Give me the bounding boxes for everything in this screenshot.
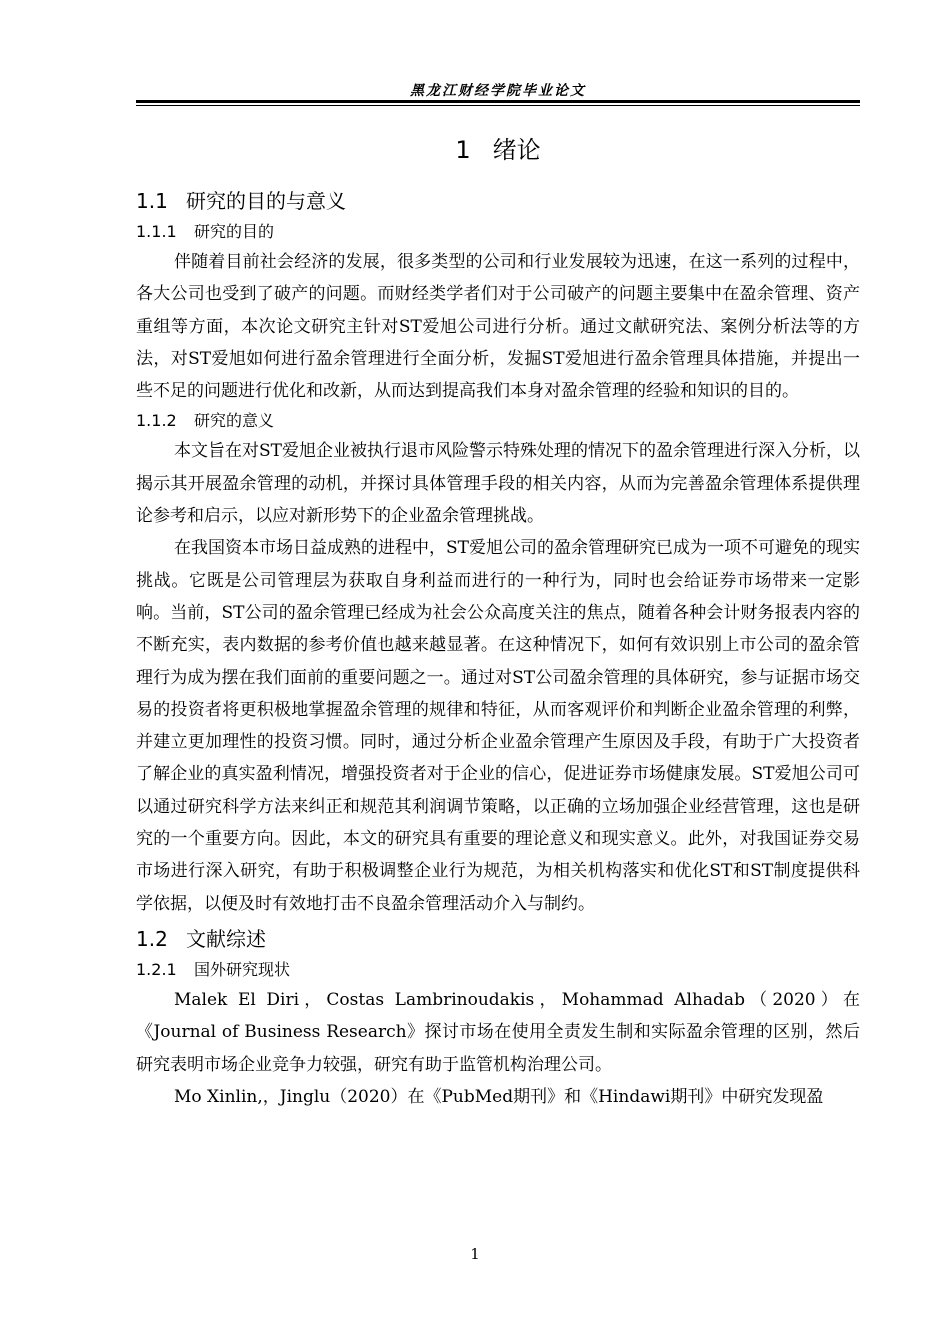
page-number: 1 [470, 1245, 480, 1263]
page-content [136, 130, 860, 1113]
section-title: 文献综述 [186, 926, 266, 951]
chapter-title-text: 绪论 [492, 136, 541, 164]
section-heading [136, 922, 860, 956]
section-title: 研究的目的与意义 [186, 189, 346, 213]
running-header: 黑龙江财经学院毕业论文 [410, 83, 586, 99]
body-paragraph: 本文旨在对ST爱旭企业被执行退市风险警示特殊处理的情况下的盈余管理进行深入分析，以揭示其开展盈余管理的动机，并探讨具体管理手段的相关内容，从而为完善盈余管理体系提供理论参考和启示，以应对新形势下的企业盈余管理挑战。 [136, 441, 860, 527]
body-paragraph: Mo Xinlin,，Jinglu（2020）在《PubMed期刊》和《Hindawi期刊》中研究发现盈 [174, 1086, 824, 1107]
subsection-title: 研究的意义 [194, 411, 275, 431]
header-rule-thick [136, 100, 860, 103]
section-heading [136, 184, 860, 218]
subsection-number: 1.1.1 [136, 222, 177, 241]
body-paragraph: 在我国资本市场日益成熟的进程中，ST爱旭公司的盈余管理研究已成为一项不可避免的现实挑战。它既是公司管理层为获取自身利益而进行的一种行为，同时也会给证券市场带来一定影响。当前，ST公司的盈余管理已经成为社会公众高度关注的焦点，随着各种会计财务报表内容的不断充实，表内数据的参考价值也越来越显著。在这种情况下，如何有效识别上市公司的盈余管理行为成为摆在我们面前的重要问题之一。通过对ST公司盈余管理的具体研究，参与证据市场交易的投资者将更积极地掌握盈余管理的规律和特征，从而客观评价和判断企业盈余管理的利弊，并建立更加理性的投资习惯。同时，通过分析企业盈余管理产生原因及手段，有助于广大投资者了解企业的真实盈利情况，增强投资者对于企业的信心，促进证券市场健康发展。ST爱旭公司可以通过研究科学方法来纠正和规范其利润调节策略，以正确的立场加强企业经营管理，这也是研究的一个重要方向。因此，本文的研究具有重要的理论意义和现实意义。此外，对我国证券交易市场进行深入研究，有助于积极调整企业行为规范，为相关机构落实和优化ST和ST制度提供科学依据，以便及时有效地打击不良盈余管理活动介入与制约。 [136, 538, 860, 914]
subsection-number: 1.1.2 [136, 411, 177, 431]
subsection-title: 国外研究现状 [194, 959, 291, 979]
section-number: 1.1 [136, 189, 168, 213]
chapter-number: 1 [455, 136, 471, 164]
body-paragraph: 伴随着目前社会经济的发展，很多类型的公司和行业发展较为迅速，在这一系列的过程中，各大公司也受到了破产的问题。而财经类学者们对于公司破产的问题主要集中在盈余管理、资产重组等方面，本次论文研究主针对ST爱旭公司进行分析。通过文献研究法、案例分析法等的方法，对ST爱旭如何进行盈余管理进行全面分析，发掘ST爱旭进行盈余管理具体措施，并提出一些不足的问题进行优化和改新，从而达到提高我们本身对盈余管理的经验和知识的目的。 [136, 252, 860, 402]
subsection-heading [136, 407, 860, 435]
subsection-heading [136, 218, 860, 246]
section-number: 1.2 [136, 926, 168, 951]
subsection-number: 1.2.1 [136, 959, 177, 979]
chapter-title [136, 130, 860, 170]
body-paragraph: Malek El Diri，Costas Lambrinoudakis，Mohammad Alhadab（2020）在《Journal of Business Research》探讨市场在使用全责发生制和实际盈余管理的区别，然后研究表明市场企业竞争力较强，研究有助于监管机构治理公司。 [136, 989, 860, 1075]
subsection-heading [136, 956, 860, 984]
header-rule-thin [136, 105, 860, 106]
subsection-title: 研究的目的 [194, 222, 275, 241]
